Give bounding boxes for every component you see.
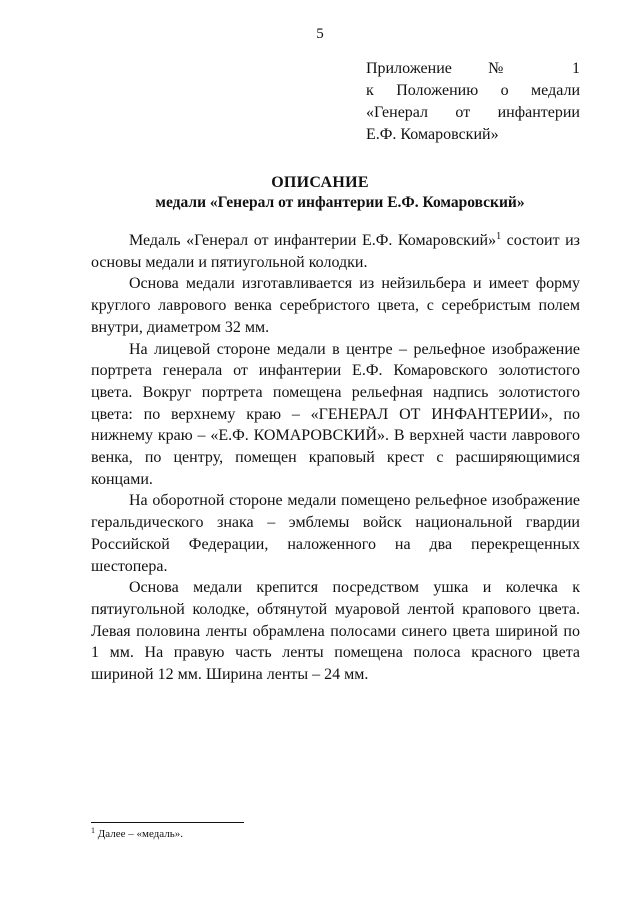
footnote-divider — [91, 822, 244, 823]
appendix-line-1: Приложение № 1 — [366, 60, 580, 77]
paragraph-2: Основа медали изготавливается из нейзильбера и имеет форму круглого лаврового венка серебристого цвета, с серебристым полем внутри, диаметром 32 мм. — [91, 275, 580, 336]
page-number: 5 — [316, 26, 324, 42]
paragraph-5: Основа медали крепится посредством ушка и колечка к пятиугольной колодке, обтянутой муаровой лентой крапового цвета. Левая половина ленты обрамлена полосами синего цвета шириной по 1 мм. На правую часть ленты помещена полоса красного цвета шириной 12 мм. Ширина ленты – 24 мм. — [91, 579, 580, 684]
document-subtitle: медали «Генерал от инфантерии Е.Ф. Комаровский» — [155, 194, 525, 211]
appendix-line-3: «Генерал от инфантерии — [366, 104, 580, 121]
paragraph-4: На оборотной стороне медали помещено рельефное изображение геральдического знака – эмблемы войск национальной гвардии Российской Федерации, наложенного на два перекрещенных шестопера. — [91, 492, 580, 575]
footnote-reference: 1 — [496, 231, 502, 242]
appendix-line-4: Е.Ф. Комаровский» — [366, 126, 499, 143]
appendix-block — [366, 58, 580, 146]
paragraph-1-text: Медаль «Генерал от инфантерии Е.Ф. Комаровский» — [129, 232, 497, 249]
footnote-text: Далее – «медаль». — [95, 828, 184, 840]
footnote-mark: 1 — [91, 826, 95, 835]
paragraph-1 — [91, 230, 580, 273]
document-title: ОПИСАНИЕ — [271, 174, 369, 191]
document-body — [91, 230, 580, 686]
paragraph-3: На лицевой стороне медали в центре – рельефное изображение портрета генерала от инфантерии Е.Ф. Комаровского золотистого цвета. Вокруг портрета помещена рельефная надпись золотистого цвета: по верхнему краю – «ГЕНЕРАЛ ОТ ИНФАНТЕРИИ», по нижнему краю – «Е.Ф. КОМАРОВСКИЙ». В верхней части лаврового венка, по центру, помещен краповый крест с расширяющимися концами. — [91, 340, 580, 488]
paragraph-1-rest: состоит из основы медали и пятиугольной колодки. — [91, 232, 581, 271]
footnote — [91, 828, 183, 840]
appendix-line-2: к Положению о медали — [366, 82, 580, 99]
